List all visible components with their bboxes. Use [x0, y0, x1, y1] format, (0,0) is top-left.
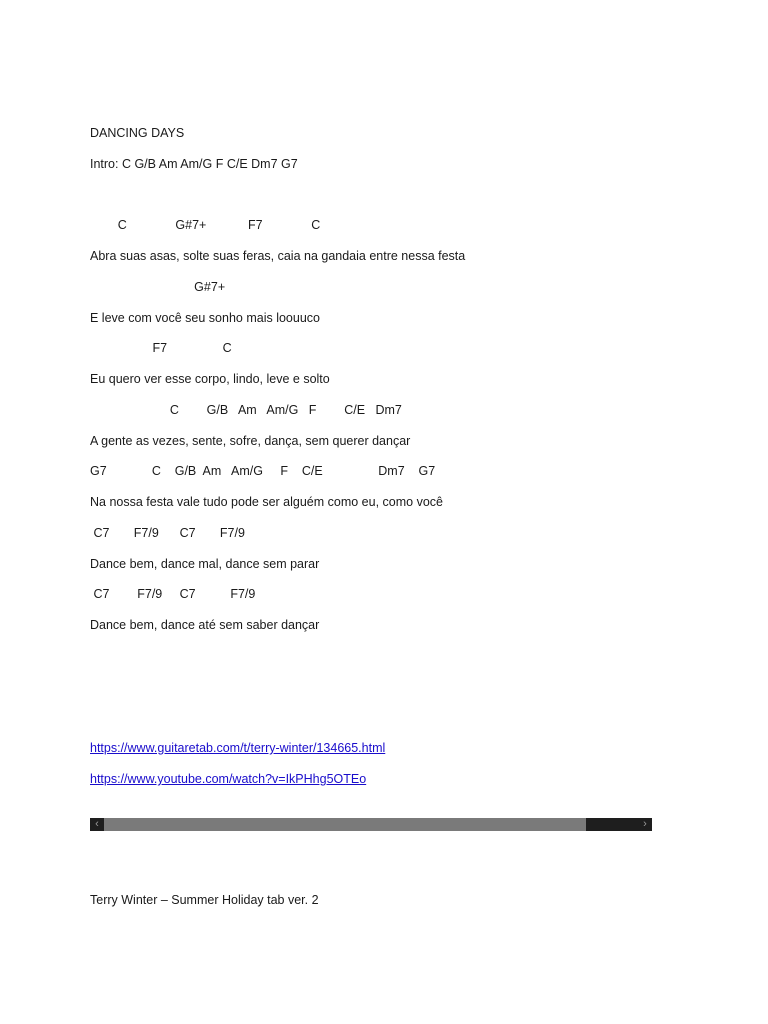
lyric-line: A gente as vezes, sente, sofre, dança, sem querer dançar	[90, 434, 411, 448]
song-intro: Intro: C G/B Am Am/G F C/E Dm7 G7	[90, 157, 298, 171]
chord-line: C G/B Am Am/G F C/E Dm7	[90, 403, 402, 417]
chord-line: G7 C G/B Am Am/G F C/E Dm7 G7	[90, 464, 436, 478]
chord-line: C7 F7/9 C7 F7/9	[90, 526, 245, 540]
chord-line: F7 C	[90, 341, 232, 355]
lyric-line: Na nossa festa vale tudo pode ser alguém como eu, como você	[90, 495, 443, 509]
scroll-right-arrow-icon[interactable]: ›	[638, 818, 652, 831]
horizontal-scrollbar[interactable]	[90, 818, 652, 831]
lyric-line: Eu quero ver esse corpo, lindo, leve e solto	[90, 372, 330, 386]
chord-line: G#7+	[90, 280, 226, 294]
chord-line: C G#7+ F7 C	[90, 218, 321, 232]
chord-line: C7 F7/9 C7 F7/9	[90, 587, 256, 601]
lyric-line: Abra suas asas, solte suas feras, caia na gandaia entre nessa festa	[90, 249, 466, 263]
scrollbar-thumb[interactable]	[586, 818, 638, 831]
lyric-line: E leve com você seu sonho mais loouuco	[90, 311, 320, 325]
scroll-left-arrow-icon[interactable]: ‹	[90, 818, 104, 831]
song-title: DANCING DAYS	[90, 126, 185, 140]
youtube-link[interactable]: https://www.youtube.com/watch?v=IkPHhg5OTEo	[90, 772, 367, 786]
lyric-line: Dance bem, dance mal, dance sem parar	[90, 557, 320, 571]
next-song-title: Terry Winter – Summer Holiday tab ver. 2	[90, 893, 319, 907]
guitaretab-link[interactable]: https://www.guitaretab.com/t/terry-winter/134665.html	[90, 741, 386, 755]
lyric-line: Dance bem, dance até sem saber dançar	[90, 618, 320, 632]
